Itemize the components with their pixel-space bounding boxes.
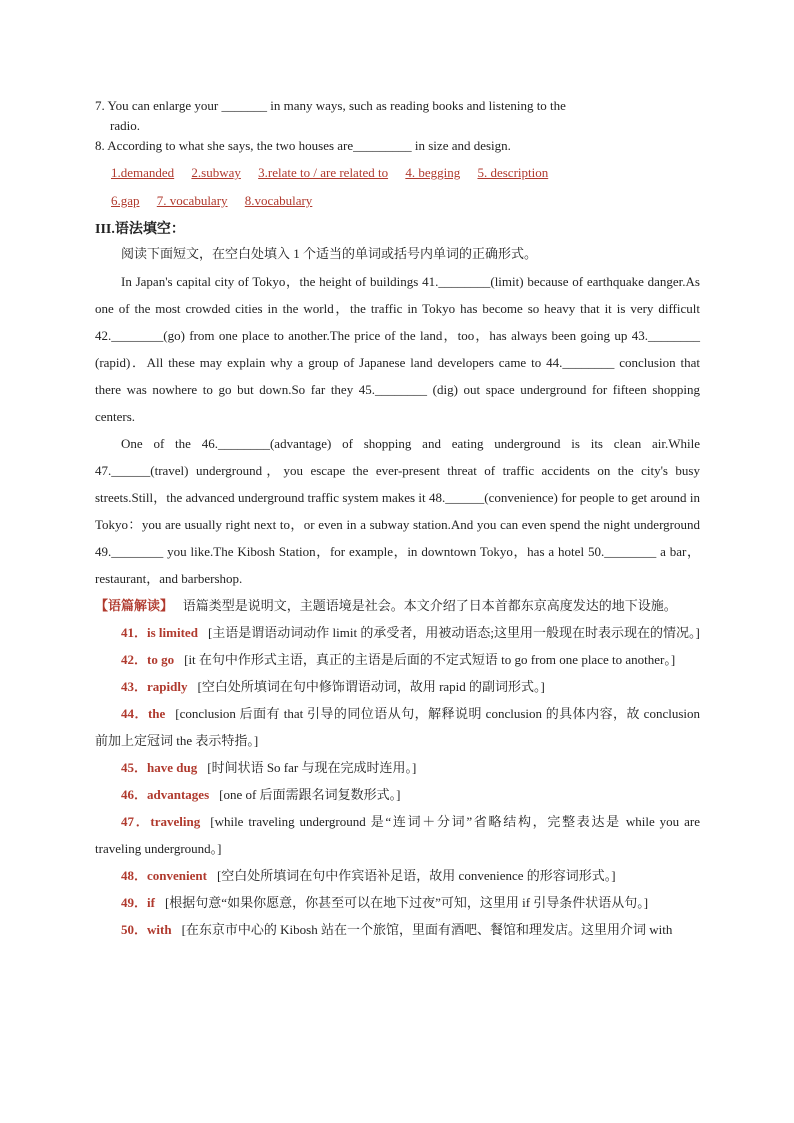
item-answer: traveling (150, 814, 201, 829)
item-answer: rapidly (147, 679, 188, 694)
explanation-item (95, 619, 700, 646)
answer-row-1 (111, 163, 700, 183)
passage-paragraph-1: In Japan's capital city of Tokyo，the height of buildings 41.________(limit) because of earthquake danger.As one of the most crowded cities in the world，the traffic in Tokyo has become so heavy that it is very difficult 42.________(go) from one place to another.The price of the land，too，has always been going up 43.________ (rapid)．All these may explain why a group of Japanese land developers came to 44.________ conclusion that there was nowhere to go but down.So far they 45.________ (dig) out space underground for fifteen shopping centers. (95, 274, 700, 424)
item-note: [在东京市中心的 Kibosh 站在一个旅馆，里面有酒吧、餐馆和理发店。这里用介词 with (181, 922, 673, 937)
explanation-summary-text: 语篇类型是说明文，主题语境是社会。本文介绍了日本首都东京高度发达的地下设施。 (182, 598, 677, 613)
item-number: 42． (121, 652, 148, 667)
item-number: 45． (121, 760, 148, 775)
item-note: [根据句意“如果你愿意，你甚至可以在地下过夜”可知，这里用 if 引导条件状语从句。] (164, 895, 649, 910)
section-instruction: 阅读下面短文，在空白处填入 1 个适当的单词或括号内单词的正确形式。 (121, 246, 538, 261)
explanation-item (95, 889, 700, 916)
answer-1: 1.demanded (111, 165, 175, 180)
item-answer: the (147, 706, 166, 721)
item-number: 48． (121, 868, 148, 883)
explanation-item (95, 754, 700, 781)
passage-paragraph-2: One of the 46.________(advantage) of shopping and eating underground is its clean air.While 47.______(travel) underground，you escape the ever-present threat of traffic accidents on the city's busy streets.Still，the advanced underground traffic system makes it 48.______(convenience) for people to get around in Tokyo：you are usually right next to，or even in a subway station.And you can even spend the night underground 49.________ you like.The Kibosh Station，for example，in downtown Tokyo，has a hotel 50.________ a bar，restaurant，and barbershop. (95, 436, 700, 586)
explanation-item (95, 781, 700, 808)
item-note: [主语是谓语动词动作 limit 的承受者，用被动语态;这里用一般现在时表示现在的情况。] (207, 625, 700, 640)
section-title: III.语法填空： (95, 222, 185, 237)
answer-5: 5. description (477, 165, 549, 180)
item-answer: if (147, 895, 155, 910)
answer-4: 4. begging (405, 165, 461, 180)
item-number: 50． (121, 922, 148, 937)
explanation-item (95, 646, 700, 673)
item-answer: convenient (147, 868, 207, 883)
item-note: [one of 后面需跟名词复数形式。] (219, 787, 401, 802)
item-note: [空白处所填词在句中作宾语补足语，故用 convenience 的形容词形式。] (216, 868, 616, 883)
item-answer: with (147, 922, 172, 937)
question-8: 8. According to what she says, the two houses are_________ in size and design. (95, 138, 511, 153)
question-7: 7. You can enlarge your _______ in many ways, such as reading books and listening to the (95, 98, 566, 113)
item-answer: is limited (147, 625, 198, 640)
item-answer: have dug (147, 760, 198, 775)
item-number: 47． (121, 814, 151, 829)
item-answer: to go (147, 652, 175, 667)
item-number: 49． (121, 895, 148, 910)
question-7-continuation: radio. (110, 118, 140, 133)
explanation-item (95, 673, 700, 700)
answer-7: 7. vocabulary (156, 193, 228, 208)
item-answer: advantages (147, 787, 210, 802)
item-note: [conclusion 后面有 that 引导的同位语从句，解释说明 conclusion 的具体内容，故 conclusion 前加上定冠词 the 表示特指。] (95, 706, 700, 748)
answer-2: 2.subway (191, 165, 241, 180)
vocab-answer-key (111, 163, 700, 211)
explanation-item (95, 700, 700, 754)
item-number: 46． (121, 787, 148, 802)
item-note: [it 在句中作形式主语，真正的主语是后面的不定式短语 to go from one place to another。] (184, 652, 676, 667)
item-number: 43． (121, 679, 148, 694)
explanation-item (95, 916, 700, 943)
answer-6: 6.gap (111, 193, 140, 208)
item-note: [空白处所填词在句中修饰谓语动词，故用 rapid 的副词形式。] (197, 679, 545, 694)
document-page (95, 96, 700, 943)
item-note: [时间状语 So far 与现在完成时连用。] (207, 760, 417, 775)
explanation-item (95, 808, 700, 862)
explanation-item (95, 862, 700, 889)
item-number: 44． (121, 706, 148, 721)
answer-3: 3.relate to / are related to (258, 165, 389, 180)
item-note: [while traveling underground 是“连词＋分词”省略结构，完整表达是 while you are traveling underground。] (95, 814, 700, 856)
answer-8: 8.vocabulary (244, 193, 313, 208)
explanation-key-label: 【语篇解读】 (95, 598, 174, 613)
item-number: 41． (121, 625, 148, 640)
explanation-items (95, 619, 700, 943)
explanation-summary (95, 592, 700, 619)
answer-row-2 (111, 191, 700, 211)
